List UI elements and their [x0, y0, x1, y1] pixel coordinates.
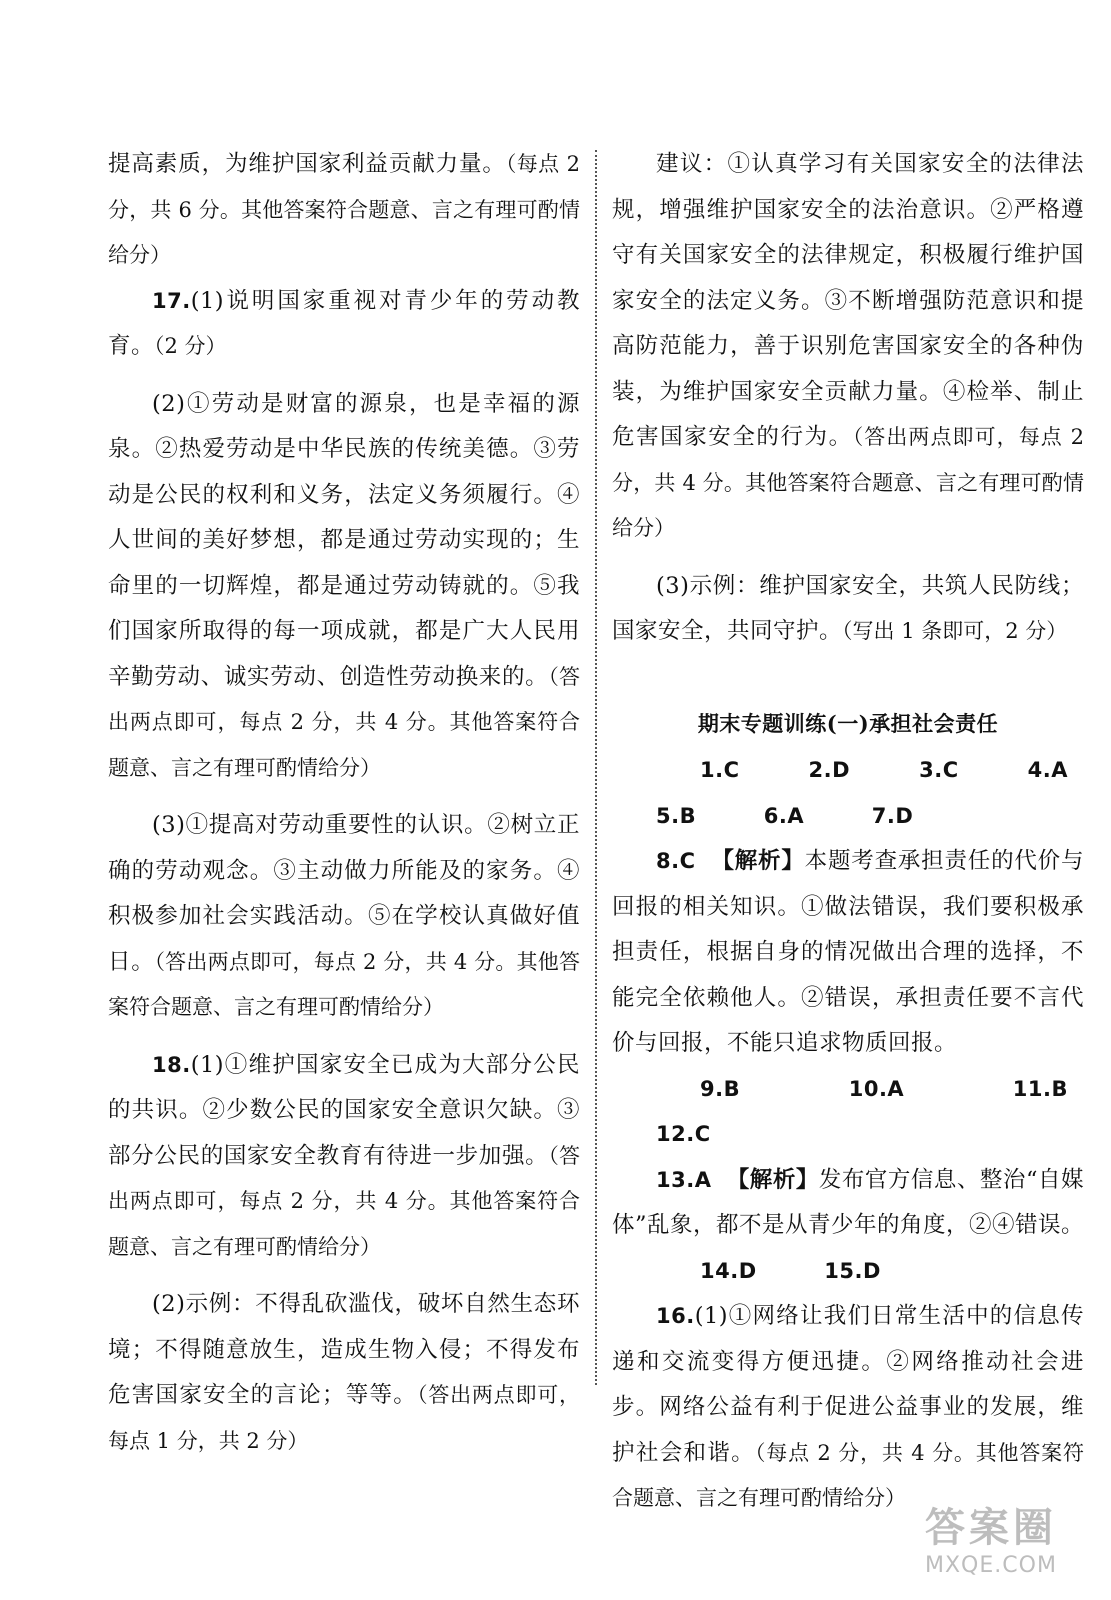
question-17-part-2	[108, 382, 580, 792]
answer-item: 4.A	[1027, 758, 1068, 782]
text: (3)示例：维护国家安全，共筑人民防线；国家安全，共同守护。	[612, 572, 1084, 644]
answer-item: 3.C	[919, 758, 959, 782]
scoring-note: （答出两点即可，每点 2 分，共 4 分。其他答案符合题意、言之有理可酌情给分）	[108, 949, 580, 1019]
question-18-part-2	[108, 1282, 580, 1464]
scoring-note: （每点 2 分，共 6 分。其他答案符合题意、言之有理可酌情给分）	[108, 152, 580, 267]
text: (2)①劳动是财富的源泉，也是幸福的源泉。②热爱劳动是中华民族的传统美德。③劳动是公民的权利和义务，法定义务须履行。④人世间的美好梦想，都是通过劳动实现的；生命里的一切辉煌，都是通过劳动铸就的。⑤我们国家所取得的每一项成就，都是广大人民用辛勤劳动、诚实劳动、创造性劳动换来的。	[108, 390, 580, 690]
watermark-logo	[925, 1505, 1095, 1595]
answer-item: 7.D	[871, 803, 914, 828]
column-divider	[595, 150, 597, 1385]
answer-item: 13.A	[656, 1167, 712, 1192]
watermark-url: MXQE.COM	[925, 1553, 1057, 1578]
right-column	[612, 142, 1084, 1522]
scoring-note: （2 分）	[154, 334, 227, 358]
text: (2)示例：不得乱砍滥伐，破坏自然生态环境；不得随意放生，造成生物入侵；不得发布危害国家安全的言论；等等。	[108, 1291, 580, 1408]
analysis-tag: 【解析】	[726, 1166, 819, 1193]
scoring-note: （答出两点即可，每点 2 分，共 4 分。其他答案符合题意、言之有理可酌情给分）	[108, 1143, 580, 1259]
question-18-part-1	[108, 1043, 580, 1271]
text: (1)说明国家重视对青少年的劳动教育。	[108, 287, 580, 359]
answers-9-12	[612, 1067, 1084, 1158]
answer-8-analysis	[612, 839, 1084, 1067]
text: (3)①提高对劳动重要性的认识。②树立正确的劳动观念。③主动做力所能及的家务。④积极参加社会实践活动。⑤在学校认真做好值日。	[108, 812, 580, 975]
answer-item: 5.B	[656, 803, 697, 828]
suggestions	[612, 142, 1084, 552]
answer-item: 1.C	[700, 758, 740, 782]
question-number: 17.	[152, 288, 191, 313]
analysis-tag: 【解析】	[711, 848, 805, 874]
scoring-note: （每点 2 分，共 4 分。其他答案符合题意、言之有理可酌情给分）	[612, 1440, 1084, 1510]
text: (1)①维护国家安全已成为大部分公民的共识。②少数公民的国家安全意识欠缺。③部分公民的国家安全教育有待进一步加强。	[108, 1051, 580, 1169]
answer-item: 10.A	[848, 1076, 905, 1101]
watermark-text: 答案圈	[925, 1505, 1057, 1551]
answers-14-15	[612, 1249, 1084, 1295]
question-17-part-1	[108, 279, 580, 370]
answer-item: 12.C	[656, 1122, 711, 1146]
text: 本题考查承担责任的代价与回报的相关知识。①做法错误，我们要积极承担责任，根据自身的情况做出合理的选择，不能完全依赖他人。②错误，承担责任要不言代价与回报，不能只追求物质回报。	[612, 848, 1084, 1056]
answer-item: 8.C	[656, 849, 696, 873]
answer-item: 11.B	[1012, 1076, 1069, 1101]
section-title: 期末专题训练(一)承担社会责任	[697, 710, 999, 736]
text: 提高素质，为维护国家利益贡献力量。	[108, 151, 506, 177]
question-number: 18.	[152, 1052, 191, 1077]
scoring-note: （答出两点即可，每点 1 分，共 2 分）	[108, 1383, 580, 1453]
answer-item: 2.D	[808, 758, 851, 782]
question-number: 16.	[656, 1304, 695, 1328]
answer-13-analysis	[612, 1158, 1084, 1249]
answer-item: 14.D	[700, 1258, 757, 1283]
question-part-3	[612, 564, 1084, 655]
question-17-part-3	[108, 803, 580, 1031]
scoring-note: （答出两点即可，每点 2 分，共 4 分。其他答案符合题意、言之有理可酌情给分）	[612, 425, 1084, 540]
scoring-note: （答出两点即可，每点 2 分，共 4 分。其他答案符合题意、言之有理可酌情给分）	[108, 664, 580, 780]
answers-1-7	[612, 748, 1084, 839]
paragraph-continued	[108, 142, 580, 279]
text: 发布官方信息、整治“自媒体”乱象，都不是从青少年的角度，②④错误。	[612, 1166, 1085, 1238]
text: (1)①网络让我们日常生活中的信息传递和交流变得方便迅捷。②网络推动社会进步。网络公益有利于促进公益事业的发展，维护社会和谐。	[612, 1303, 1084, 1466]
answer-item: 15.D	[824, 1258, 881, 1283]
answer-item: 6.A	[763, 803, 805, 828]
text: 建议：①认真学习有关国家安全的法律法规，增强维护国家安全的法治意识。②严格遵守有关国家安全的法律规定，积极履行维护国家安全的法定义务。③不断增强防范意识和提高防范能力，善于识别危害国家安全的各种伪装，为维护国家安全贡献力量。④检举、制止危害国家安全的行为。	[612, 151, 1084, 450]
answer-item: 9.B	[700, 1076, 741, 1101]
question-16-part-1	[612, 1294, 1084, 1522]
left-column	[108, 142, 580, 1464]
scoring-note: （写出 1 条即可，2 分）	[842, 619, 1068, 643]
